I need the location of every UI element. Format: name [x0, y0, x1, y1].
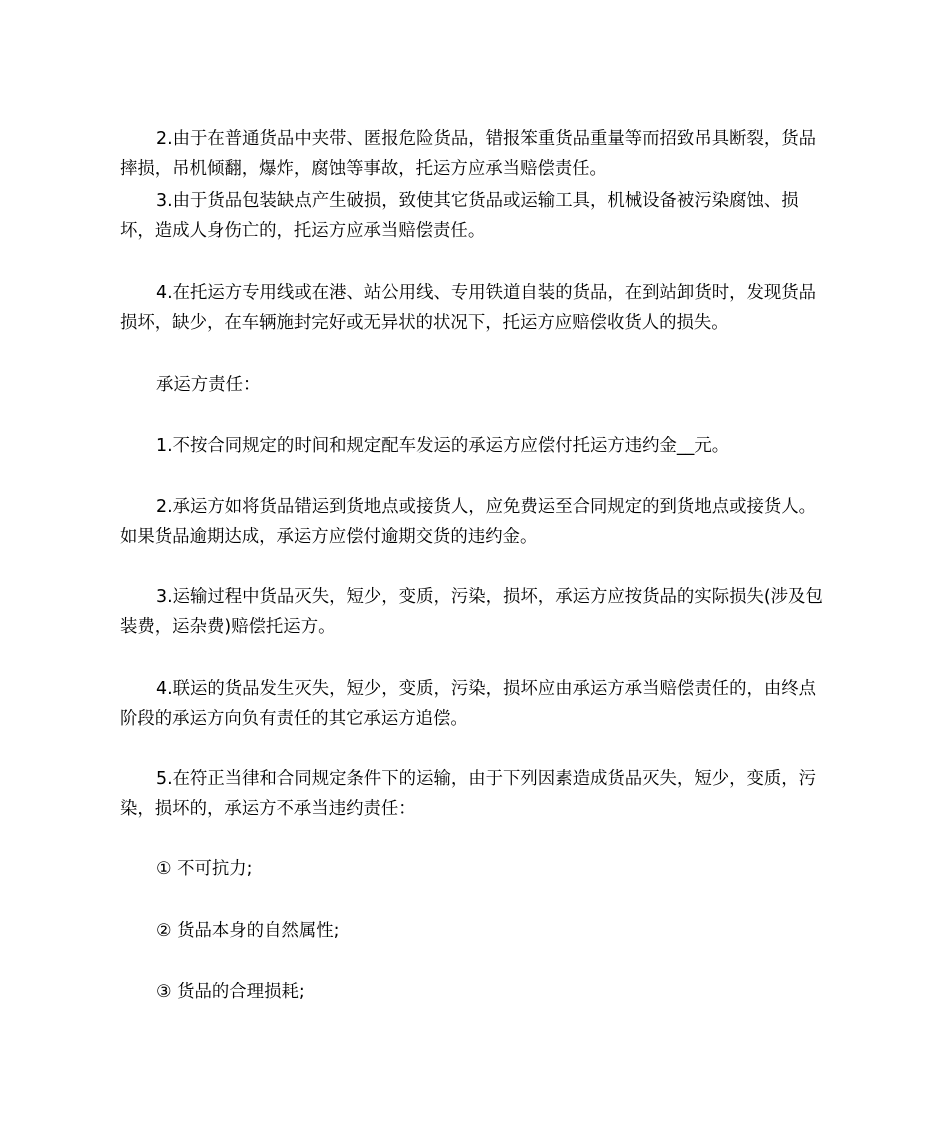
- paragraph-shipper-liability-2: 2.由于在普通货品中夹带、匿报危险货品，错报笨重货品重量等而招致吊具断裂，货品摔损，吊机倾翻，爆炸，腐蚀等事故，托运方应承当赔偿责任。: [120, 129, 817, 179]
- paragraph-carrier-liability-1: 1.不按合同规定的时间和规定配车发运的承运方应偿付托运方违约金__元。: [156, 436, 730, 456]
- paragraph-carrier-liability-2: 2.承运方如将货品错运到货地点或接货人，应免费运至合同规定的到货地点或接货人。如果货品逾期达成，承运方应偿付逾期交货的违约金。: [120, 497, 817, 547]
- paragraph-carrier-liability-5: 5.在符正当律和合同规定条件下的运输，由于下列因素造成货品灭失，短少，变质，污染，损坏的，承运方不承当违约责任：: [120, 769, 817, 819]
- paragraph-shipper-liability-3: 3.由于货品包装缺点产生破损，致使其它货品或运输工具，机械设备被污染腐蚀、损坏，造成人身伤亡的，托运方应承当赔偿责任。: [120, 191, 799, 241]
- section-heading-carrier-liability: 承运方责任：: [156, 375, 261, 395]
- paragraph-shipper-liability-4: 4.在托运方专用线或在港、站公用线、专用铁道自装的货品，在到站卸货时，发现货品损坏，缺少，在车辆施封完好或无异状的状况下，托运方应赔偿收货人的损失。: [120, 283, 817, 333]
- paragraph-carrier-liability-3: 3.运输过程中货品灭失，短少，变质，污染，损坏，承运方应按货品的实际损失(涉及包装费，运杂费)赔偿托运方。: [120, 587, 823, 637]
- list-item-reasonable-loss: ③ 货品的合理损耗;: [156, 982, 305, 1002]
- paragraph-carrier-liability-4: 4.联运的货品发生灭失，短少，变质，污染，损坏应由承运方承当赔偿责任的，由终点阶段的承运方向负有责任的其它承运方追偿。: [120, 679, 817, 729]
- list-item-natural-property: ② 货品本身的自然属性;: [156, 921, 340, 941]
- list-item-force-majeure: ① 不可抗力;: [156, 859, 253, 879]
